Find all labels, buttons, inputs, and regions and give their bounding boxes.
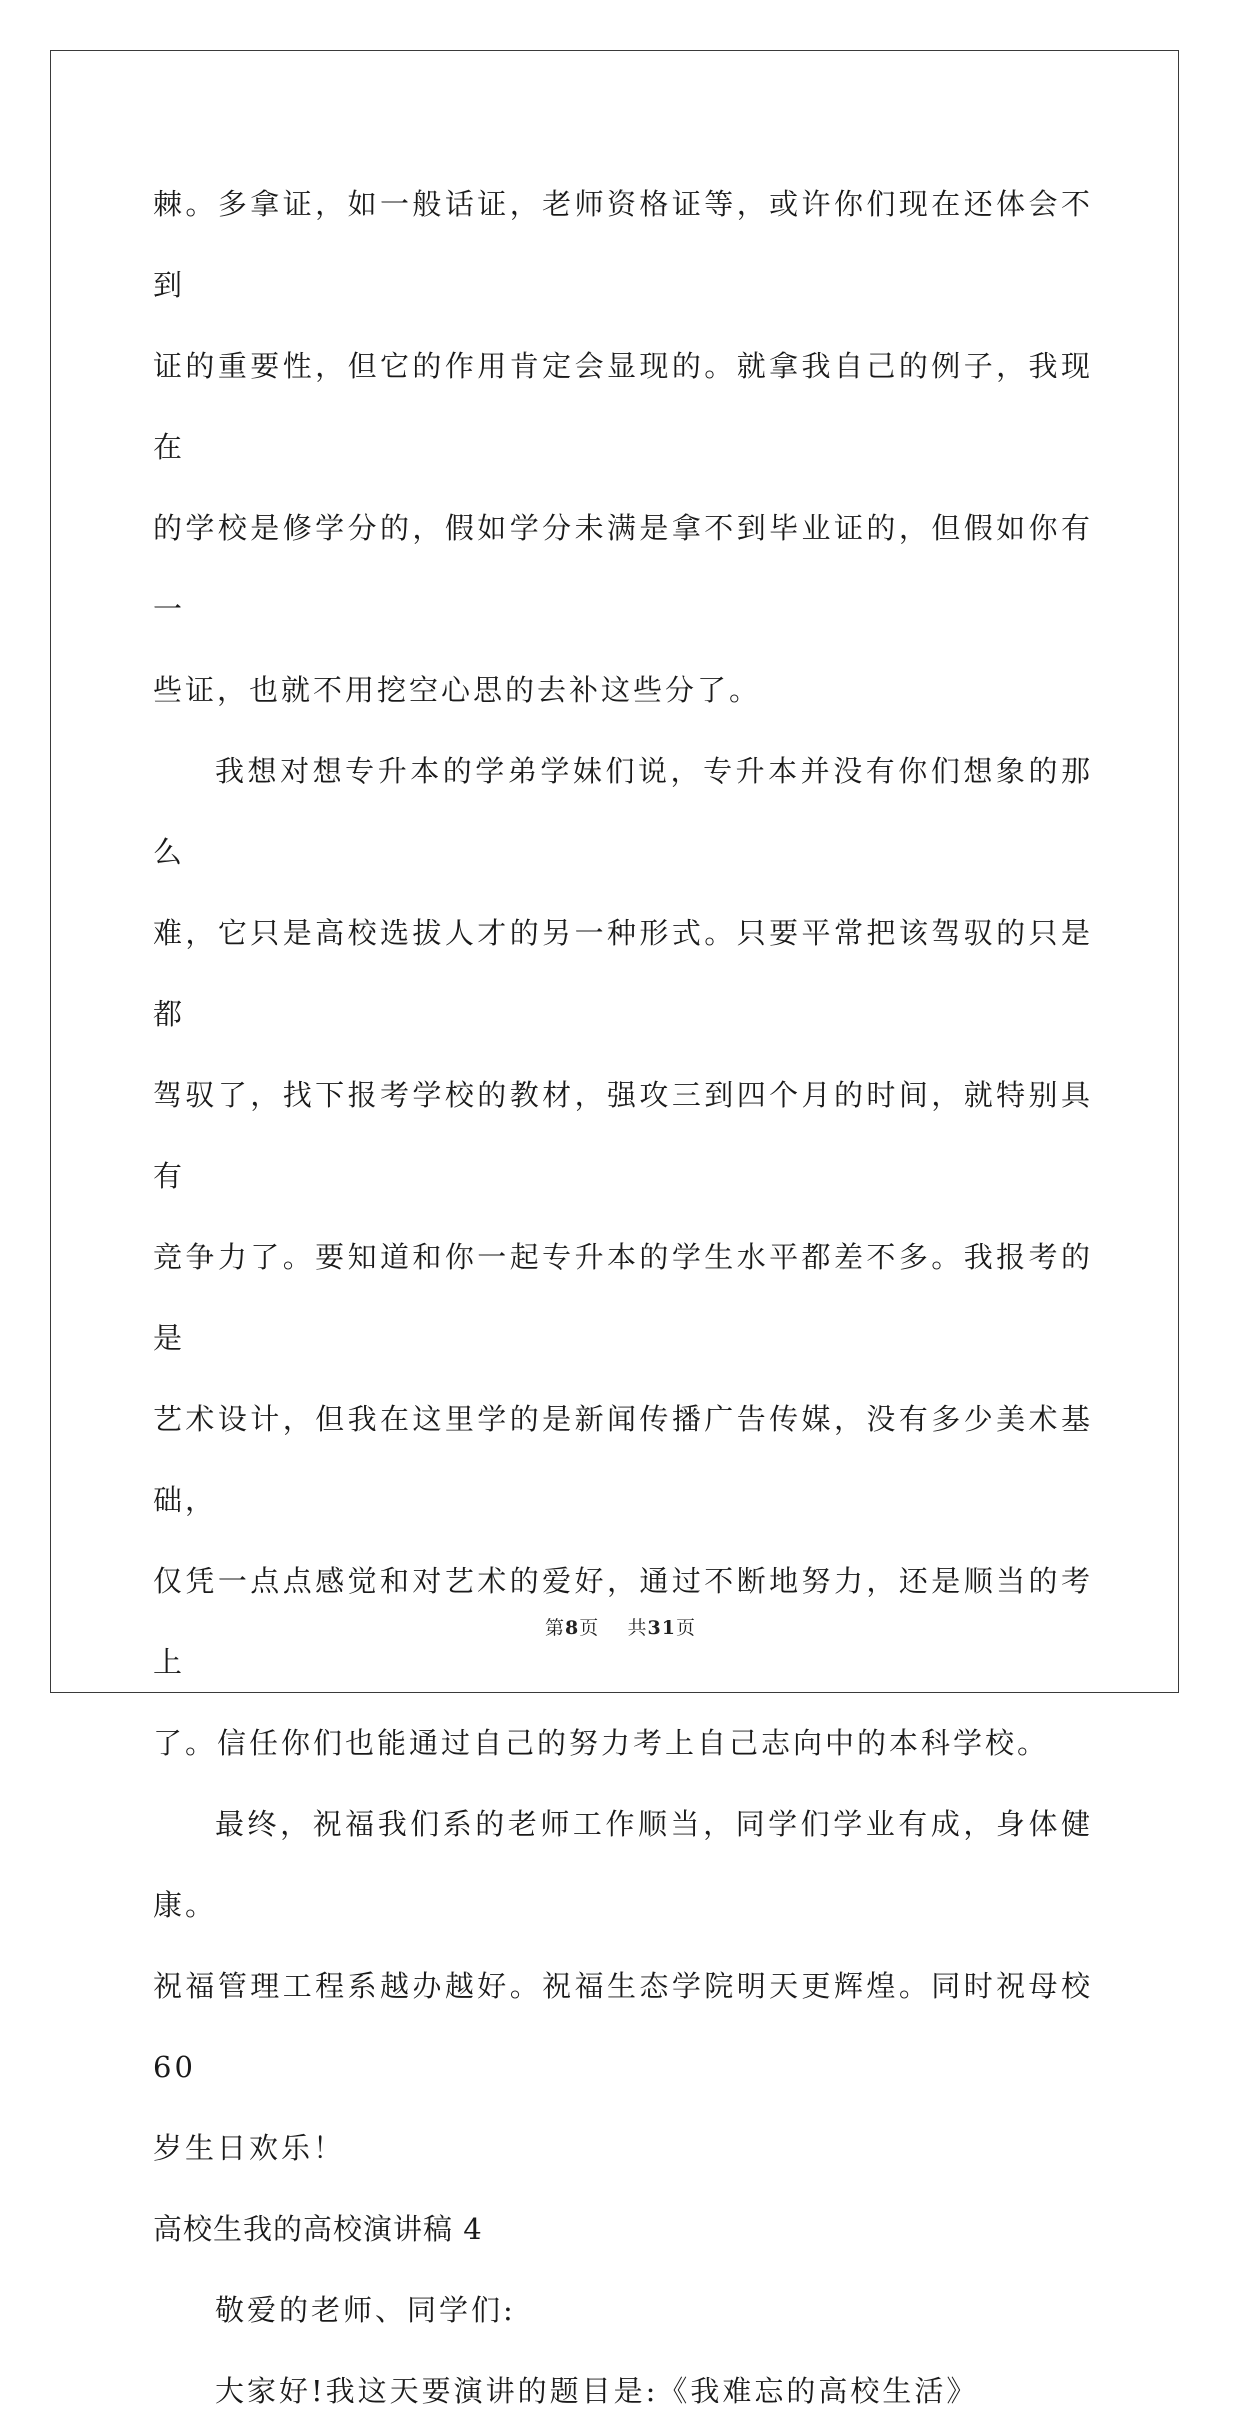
paragraph xyxy=(153,1784,1093,2189)
text-line: 我想对想专升本的学弟学妹们说，专升本并没有你们想象的那么 xyxy=(153,754,1093,869)
opening-line: 大家好!我这天要演讲的题目是:《我难忘的高校生活》 xyxy=(215,2374,979,2408)
text-line: 难，它只是高校选拔人才的另一种形式。只要平常把该驾驭的只是都 xyxy=(153,916,1093,1031)
page-label-prefix: 第 xyxy=(545,1617,566,1639)
total-label-prefix: 共 xyxy=(627,1617,648,1639)
page-number: 8 xyxy=(565,1617,580,1639)
text-line: 的学校是修学分的，假如学分未满是拿不到毕业证的，但假如你有一 xyxy=(153,511,1093,626)
text-line: 些证，也就不用挖空心思的去补这些分了。 xyxy=(153,673,762,707)
text-line: 最终，祝福我们系的老师工作顺当，同学们学业有成，身体健康。 xyxy=(153,1807,1093,1922)
text-line: 驾驭了，找下报考学校的教材，强攻三到四个月的时间，就特别具有 xyxy=(153,1078,1093,1193)
text-line: 竞争力了。要知道和你一起专升本的学生水平都差不多。我报考的是 xyxy=(153,1240,1093,1355)
total-label-suffix: 页 xyxy=(675,1617,696,1639)
page-footer xyxy=(0,1613,1241,1640)
text-line: 棘。多拿证，如一般话证，老师资格证等，或许你们现在还体会不到 xyxy=(153,187,1093,302)
page-label-suffix: 页 xyxy=(579,1617,600,1639)
total-pages: 31 xyxy=(647,1617,676,1639)
text-line: 仅凭一点点感觉和对艺术的爱好，通过不断地努力，还是顺当的考上 xyxy=(153,1564,1093,1679)
document-body xyxy=(153,164,1093,2432)
text-line: 证的重要性，但它的作用肯定会显现的。就拿我自己的例子，我现在 xyxy=(153,349,1093,464)
greeting: 敬爱的老师、同学们: xyxy=(215,2293,516,2327)
paragraph xyxy=(153,164,1093,731)
text-line: 岁生日欢乐！ xyxy=(153,2131,346,2165)
section-title: 高校生我的高校演讲稿 4 xyxy=(153,2212,483,2246)
text-line: 艺术设计，但我在这里学的是新闻传播广告传媒，没有多少美术基础， xyxy=(153,1402,1093,1517)
text-line: 了。信任你们也能通过自己的努力考上自己志向中的本科学校。 xyxy=(153,1726,1050,1760)
text-line: 祝福管理工程系越办越好。祝福生态学院明天更辉煌。同时祝母校 60 xyxy=(153,1969,1093,2084)
